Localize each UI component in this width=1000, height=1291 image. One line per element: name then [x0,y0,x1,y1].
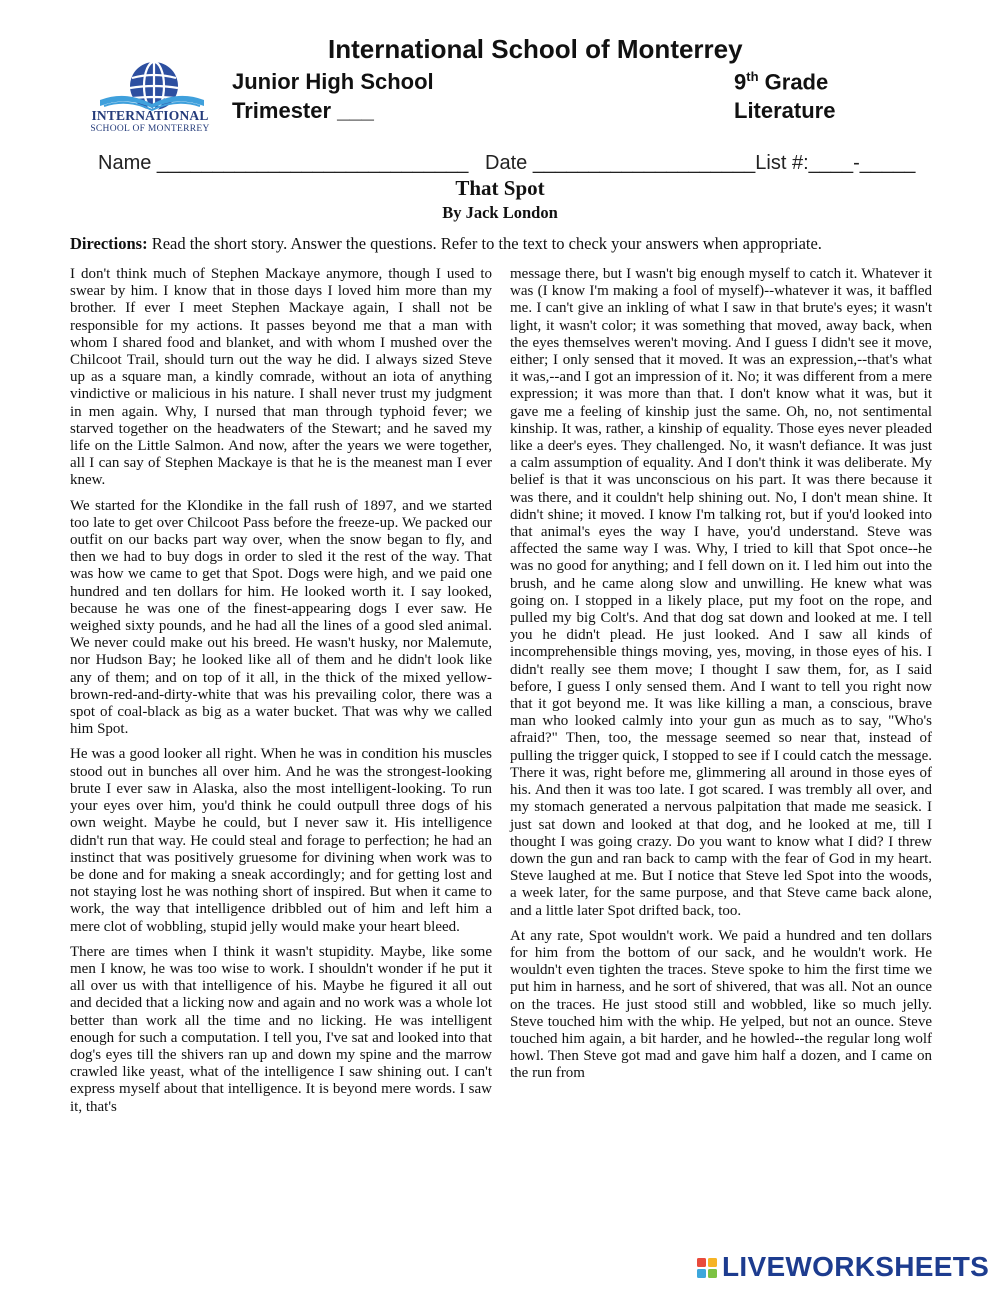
grade-label [734,69,828,95]
paragraph: There are times when I think it wasn't stupidity. Maybe, like some men I know, he was too wise to work. I shouldn't wonder if he put it all over us with that intelligence of his. Maybe he figured it all out and decided that a licking now and again and no work was a whole lot better than work all the time and no licking. He was intelligent enough for such a computation. I tell you, I've sat and looked into that dog's eyes till the shivers ran up and down my spine and the marrow crawled like yeast, what of the intelligence I saw shining out. I can't express myself about that intelligence. It is beyond mere words. I saw it, that's [70,943,492,1115]
grade-suffix: th [746,69,759,84]
logo-text-line1: INTERNATIONAL [91,108,209,123]
grade-word: Grade [758,69,829,95]
directions [70,234,822,254]
subject-label: Literature [734,98,836,123]
paragraph: I don't think much of Stephen Mackaye anymore, though I used to swear by him. I know that in those days I loved him more than my brother. If ever I meet Stephen Mackaye again, I shall not be responsible for my actions. It passes beyond me that a man with whom I shared food and blanket, and with whom I mushed over the Chilcoot Trail, should turn out the way he did. I always sized Steve up as a square man, a kindly comrade, without an iota of anything vindictive or malicious in his nature. I shall never trust my judgment in men again. Why, I nursed that man through typhoid fever; we starved together on the headwaters of the Stewart; and he saved my life on the Little Salmon. And now, after the years we were together, all I can say of Stephen Mackaye is that he is the meanest man I ever knew. [70,266,492,489]
liveworksheets-brand[interactable]: LIVEWORKSHEETS [722,1251,990,1282]
liveworksheets-icon [693,1254,723,1286]
paragraph: He was a good looker all right. When he was in condition his muscles stood out in bunches all over him. And he was the strongest-looking brute I ever saw in Alaska, also the most intelligent-looking. To run your eyes over him, you'd think he could outpull three dogs of his own weight. Maybe he could, but I never saw it. His intelligence didn't run that way. He could steal and forage to perfection; he had an instinct that was positively gruesome for divining when work was to be done and for making a sneak accordingly; and for getting lost and not staying lost he was nothing short of inspired. But when it came to work, the way that intelligence dribbled out of him and left him a mere clot of wobbling, stupid jelly would make your heart bleed. [70,746,492,935]
directions-text: Read the short story. Answer the questions. Refer to the text to check your answers when appropriate. [147,234,822,253]
student-info-row: Name ____________________________ Date ____________________List #:____-_____ [98,152,916,174]
paragraph: At any rate, Spot wouldn't work. We paid a hundred and ten dollars for him from the bottom of our sack, and he wouldn't work. He wouldn't even tighten the traces. Steve spoke to him the first time we put him in harness, and he sort of shivered, that was all. Not an ounce on the traces. He just stood still and wobbled, like so much jelly. Steve touched him with the whip. He yelped, but not an ounce. Steve touched him again, a bit harder, and he howled--the regular long wolf howl. Then Steve got mad and gave him half a dozen, and I came on the run from [510,927,932,1082]
story-title: That Spot [455,176,545,200]
trimester-label: Trimester ___ [232,98,374,123]
school-title: International School of Monterrey [328,34,743,64]
paragraph: We started for the Klondike in the fall rush of 1897, and we started too late to get over Chilcoot Pass before the freeze-up. We packed our outfit on our backs part way over, when the snow began to fly, and then we had to buy dogs in order to sled it the rest of the way. That was how we came to get that Spot. Dogs were high, and we paid one hundred and ten dollars for him. He looked worth it. I say looked, because he was one of the finest-appearing dogs I ever saw. He weighed sixty pounds, and he had all the lines of a good sled animal. We never could make out his breed. He wasn't husky, nor Malemute, nor Hudson Bay; he looked like all of them and he didn't look like any of them; and on top of it all, in the thick of the mixed yellow-brown-red-and-dirty-white that was his prevailing color, there was a spot of coal-black as big as a water bucket. That was why we called him Spot. [70,497,492,738]
grade-number: 9 [734,69,747,95]
logo-text-line2: SCHOOL OF MONTERREY [90,124,210,134]
directions-label: Directions: [70,234,148,253]
paragraph: message there, but I wasn't big enough myself to catch it. Whatever it was (I know I'm making a fool of myself)--whatever it was, it baffled me. I can't give an inkling of what I saw in that brute's eyes; it wasn't light, it wasn't color; it was something that moved, away back, when the eyes themselves weren't moving. And I guess I didn't see it move, either; I only sensed that it moved. It was an expression,--that's what it was,--and I got an impression of it. No; it was different from a mere expression; it was more than that. I don't know what it was, but it gave me a feeling of kinship just the same. Oh, no, not sentimental kinship. It was, rather, a kinship of equality. Those eyes never pleaded like a deer's eyes. They challenged. No, it wasn't defiance. It was just a calm assumption of equality. And I don't think it was deliberate. My belief is that it was unconscious on his part. It was there because it was there, and it couldn't help shining out. No, I don't mean shine. It didn't shine; it moved. I know I'm talking rot, but if you'd looked into that animal's eyes the way I have, you'd understand. Steve was affected the same way I was. Why, I tried to kill that Spot once--he was no good for anything; and I fell down on it. I led him out into the brush, and he came along slow and unwilling. He knew what was going on. I stopped in a likely place, put my foot on the rope, and pulled my big Colt's. And that dog sat down and looked at me. I tell you he didn't plead. He just looked. And I saw all kinds of incomprehensible things moving, yes, moving, in those eyes of his. I didn't really see them move; I thought I saw them, for, as I said before, I guess I only sensed them. And I want to tell you right now that it got beyond me. It was like killing a man, a conscious, brave man who looked calmly into your gun as much as to say, "Who's afraid?" Then, too, the message seemed so near that, instead of pulling the trigger quick, I stopped to see if I could catch the message. There it was, right before me, glimmering all around in those eyes of his. And then it was too late. I got scared. I was trembly all over, and my stomach generated a nervous palpitation that made me seasick. I just sat down and looked at that dog, and he looked at me, till I thought I was going crazy. Do you want to know what I did? I threw down the gun and ran back to camp with the fear of God in my heart. Steve laughed at me. But I notice that Steve led Spot into the woods, a week later, for the same purpose, and that Steve came back alone, and a little later Spot drifted back, too. [510,266,932,919]
story-author: By Jack London [442,203,558,222]
story-column-left [70,266,492,1124]
school-section: Junior High School [232,69,434,94]
story-column-right [510,266,932,1091]
